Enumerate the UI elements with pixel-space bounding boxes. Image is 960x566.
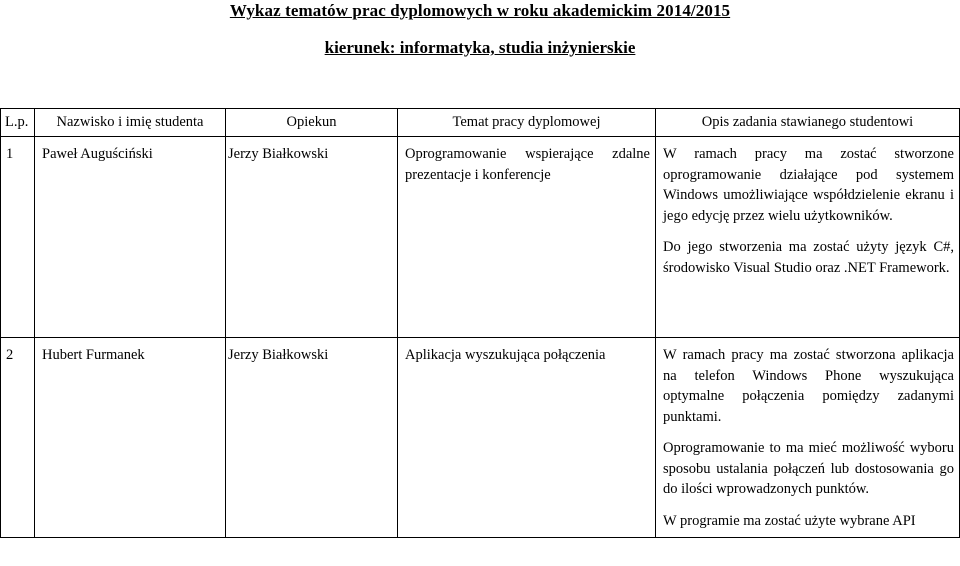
document-title: Wykaz tematów prac dyplomowych w roku akademickim 2014/2015 <box>229 1 731 20</box>
table-header-row <box>1 109 960 137</box>
cell-supervisor: Jerzy Białkowski <box>226 137 398 338</box>
document-subtitle: kierunek: informatyka, studia inżynierskie <box>324 38 636 57</box>
header-description: Opis zadania stawianego studentowi <box>656 109 960 137</box>
thesis-table <box>0 108 960 538</box>
description-paragraph: W ramach pracy ma zostać stworzone oprogramowanie działające pod systemem Windows umożliwiające współdzielenie ekranu i jego edycję przez wielu użytkowników. <box>663 146 954 224</box>
cell-lp: 2 <box>1 338 35 538</box>
cell-description <box>656 338 960 538</box>
table-row <box>1 137 960 338</box>
header-lp: L.p. <box>1 109 35 137</box>
cell-student: Hubert Furmanek <box>35 338 226 538</box>
description-paragraph: W programie ma zostać użyte wybrane API <box>663 512 916 529</box>
cell-topic: Aplikacja wyszukująca połączenia <box>398 338 656 538</box>
header-supervisor: Opiekun <box>226 109 398 137</box>
description-paragraph: Oprogramowanie to ma mieć możliwość wyboru sposobu ustalania połączeń lub dostosowania go do ilości wprowadzonych punktów. <box>663 440 954 497</box>
cell-description <box>656 137 960 338</box>
header-topic: Temat pracy dyplomowej <box>398 109 656 137</box>
cell-student: Paweł Auguściński <box>35 137 226 338</box>
header-student: Nazwisko i imię studenta <box>35 109 226 137</box>
cell-topic: Oprogramowanie wspierające zdalne prezentacje i konferencje <box>398 137 656 338</box>
cell-supervisor: Jerzy Białkowski <box>226 338 398 538</box>
table-row <box>1 338 960 538</box>
cell-lp: 1 <box>1 137 35 338</box>
description-paragraph: Do jego stworzenia ma zostać użyty język C#, środowisko Visual Studio oraz .NET Framework. <box>663 239 954 276</box>
description-paragraph: W ramach pracy ma zostać stworzona aplikacja na telefon Windows Phone wyszukująca optymalne połączenia pomiędzy zadanymi punktami. <box>663 347 954 425</box>
